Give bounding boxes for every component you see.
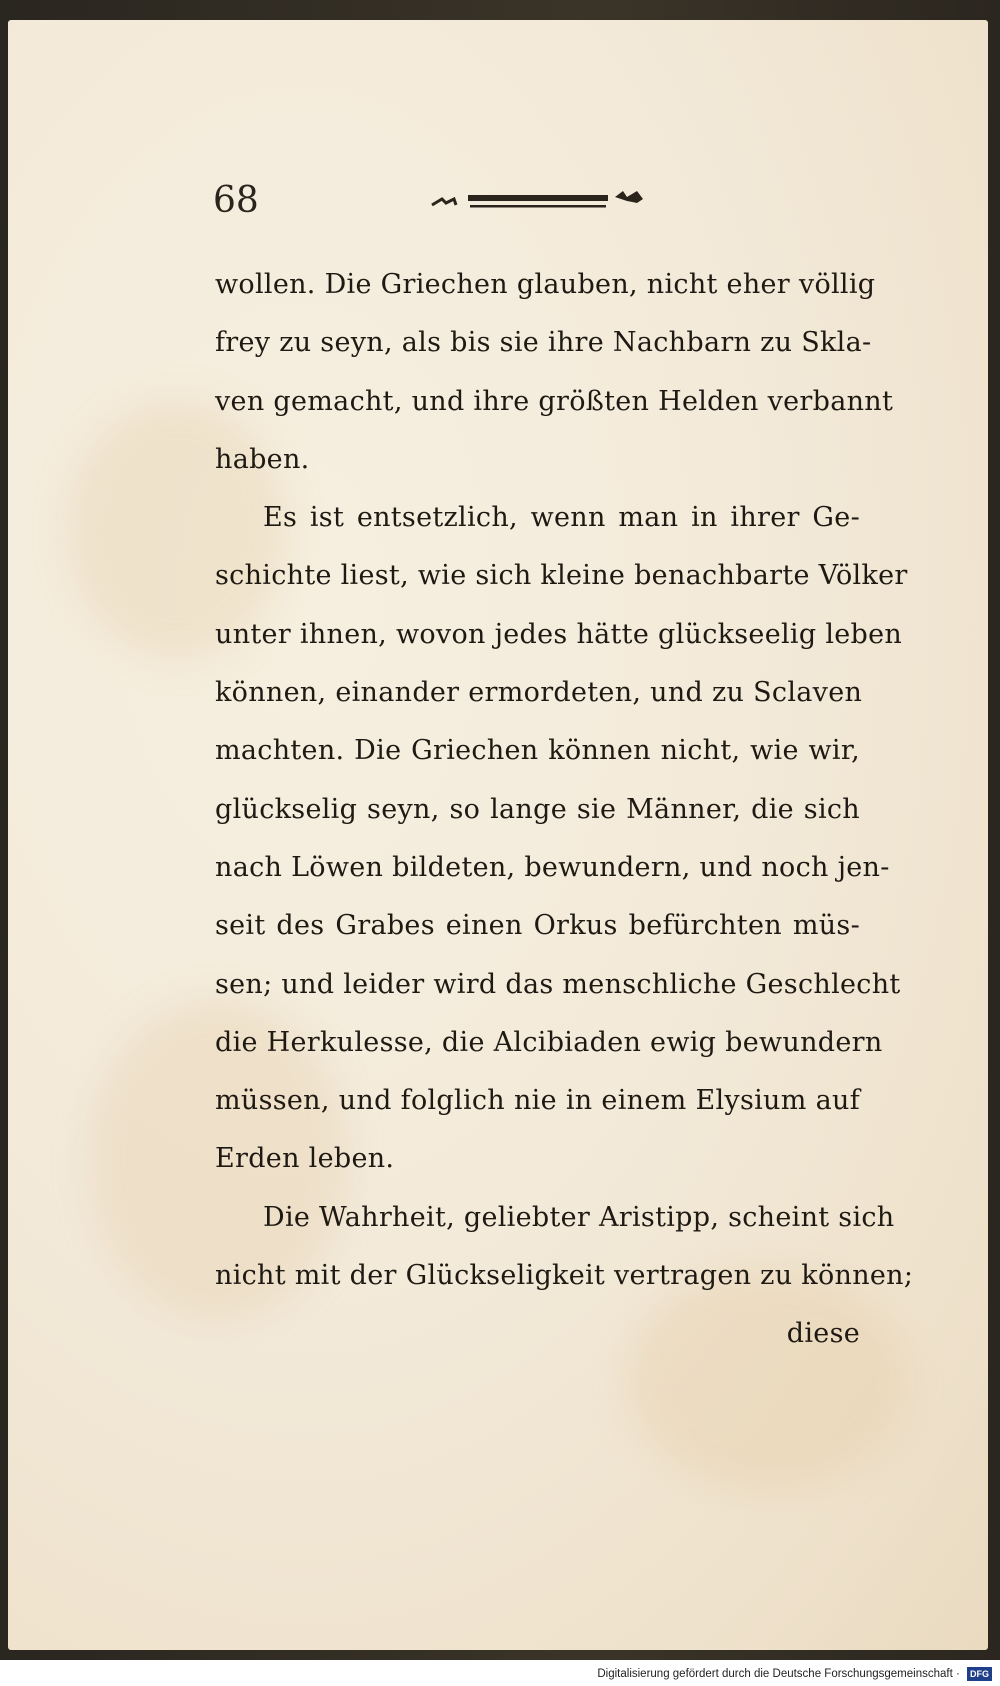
text-line: Die Wahrheit, geliebter Aristipp, scheint sich — [263, 1201, 895, 1233]
text-line: nach Löwen bildeten, bewundern, und noch jen- — [215, 851, 890, 883]
text-line: haben. — [215, 443, 310, 475]
text-line: müssen, und folglich nie in einem Elysium auf — [215, 1085, 860, 1117]
text-line: unter ihnen, wovon jedes hätte glückseelig leben — [215, 618, 903, 650]
text-line: frey zu seyn, als bis sie ihre Nachbarn zu Skla- — [215, 327, 872, 359]
text-line: ven gemacht, und ihre größten Helden verbannt — [215, 385, 894, 417]
text-line: die Herkulesse, die Alcibiaden ewig bewundern — [215, 1026, 883, 1058]
text-line: diese — [786, 1318, 860, 1350]
text-line: können, einander ermordeten, und zu Sclaven — [215, 677, 863, 709]
text-line: Erden leben. — [215, 1143, 395, 1175]
text-line: seit des Grabes einen Orkus befürchten müs- — [215, 910, 860, 942]
credit-text: Digitalisierung gefördert durch die Deutsche Forschungsgemeinschaft · — [597, 1668, 960, 1680]
text-line: sen; und leider wird das menschliche Geschlecht — [215, 968, 901, 1000]
dfg-logo: DFG — [967, 1667, 992, 1681]
text-line: schichte liest, wie sich kleine benachbarte Völker — [215, 560, 908, 592]
body-text — [215, 256, 914, 1364]
text-line: glückselig seyn, so lange sie Männer, die sich — [215, 793, 860, 825]
page-number: 68 — [213, 180, 259, 221]
text-line: nicht mit der Glückseligkeit vertragen zu können; — [215, 1260, 914, 1292]
text-line: wollen. Die Griechen glauben, nicht eher völlig — [215, 269, 876, 300]
header-ornament — [430, 183, 655, 223]
text-line: machten. Die Griechen können nicht, wie wir, — [215, 735, 860, 767]
text-line: Es ist entsetzlich, wenn man in ihrer Ge- — [263, 502, 860, 534]
digitization-credit — [0, 1663, 992, 1686]
